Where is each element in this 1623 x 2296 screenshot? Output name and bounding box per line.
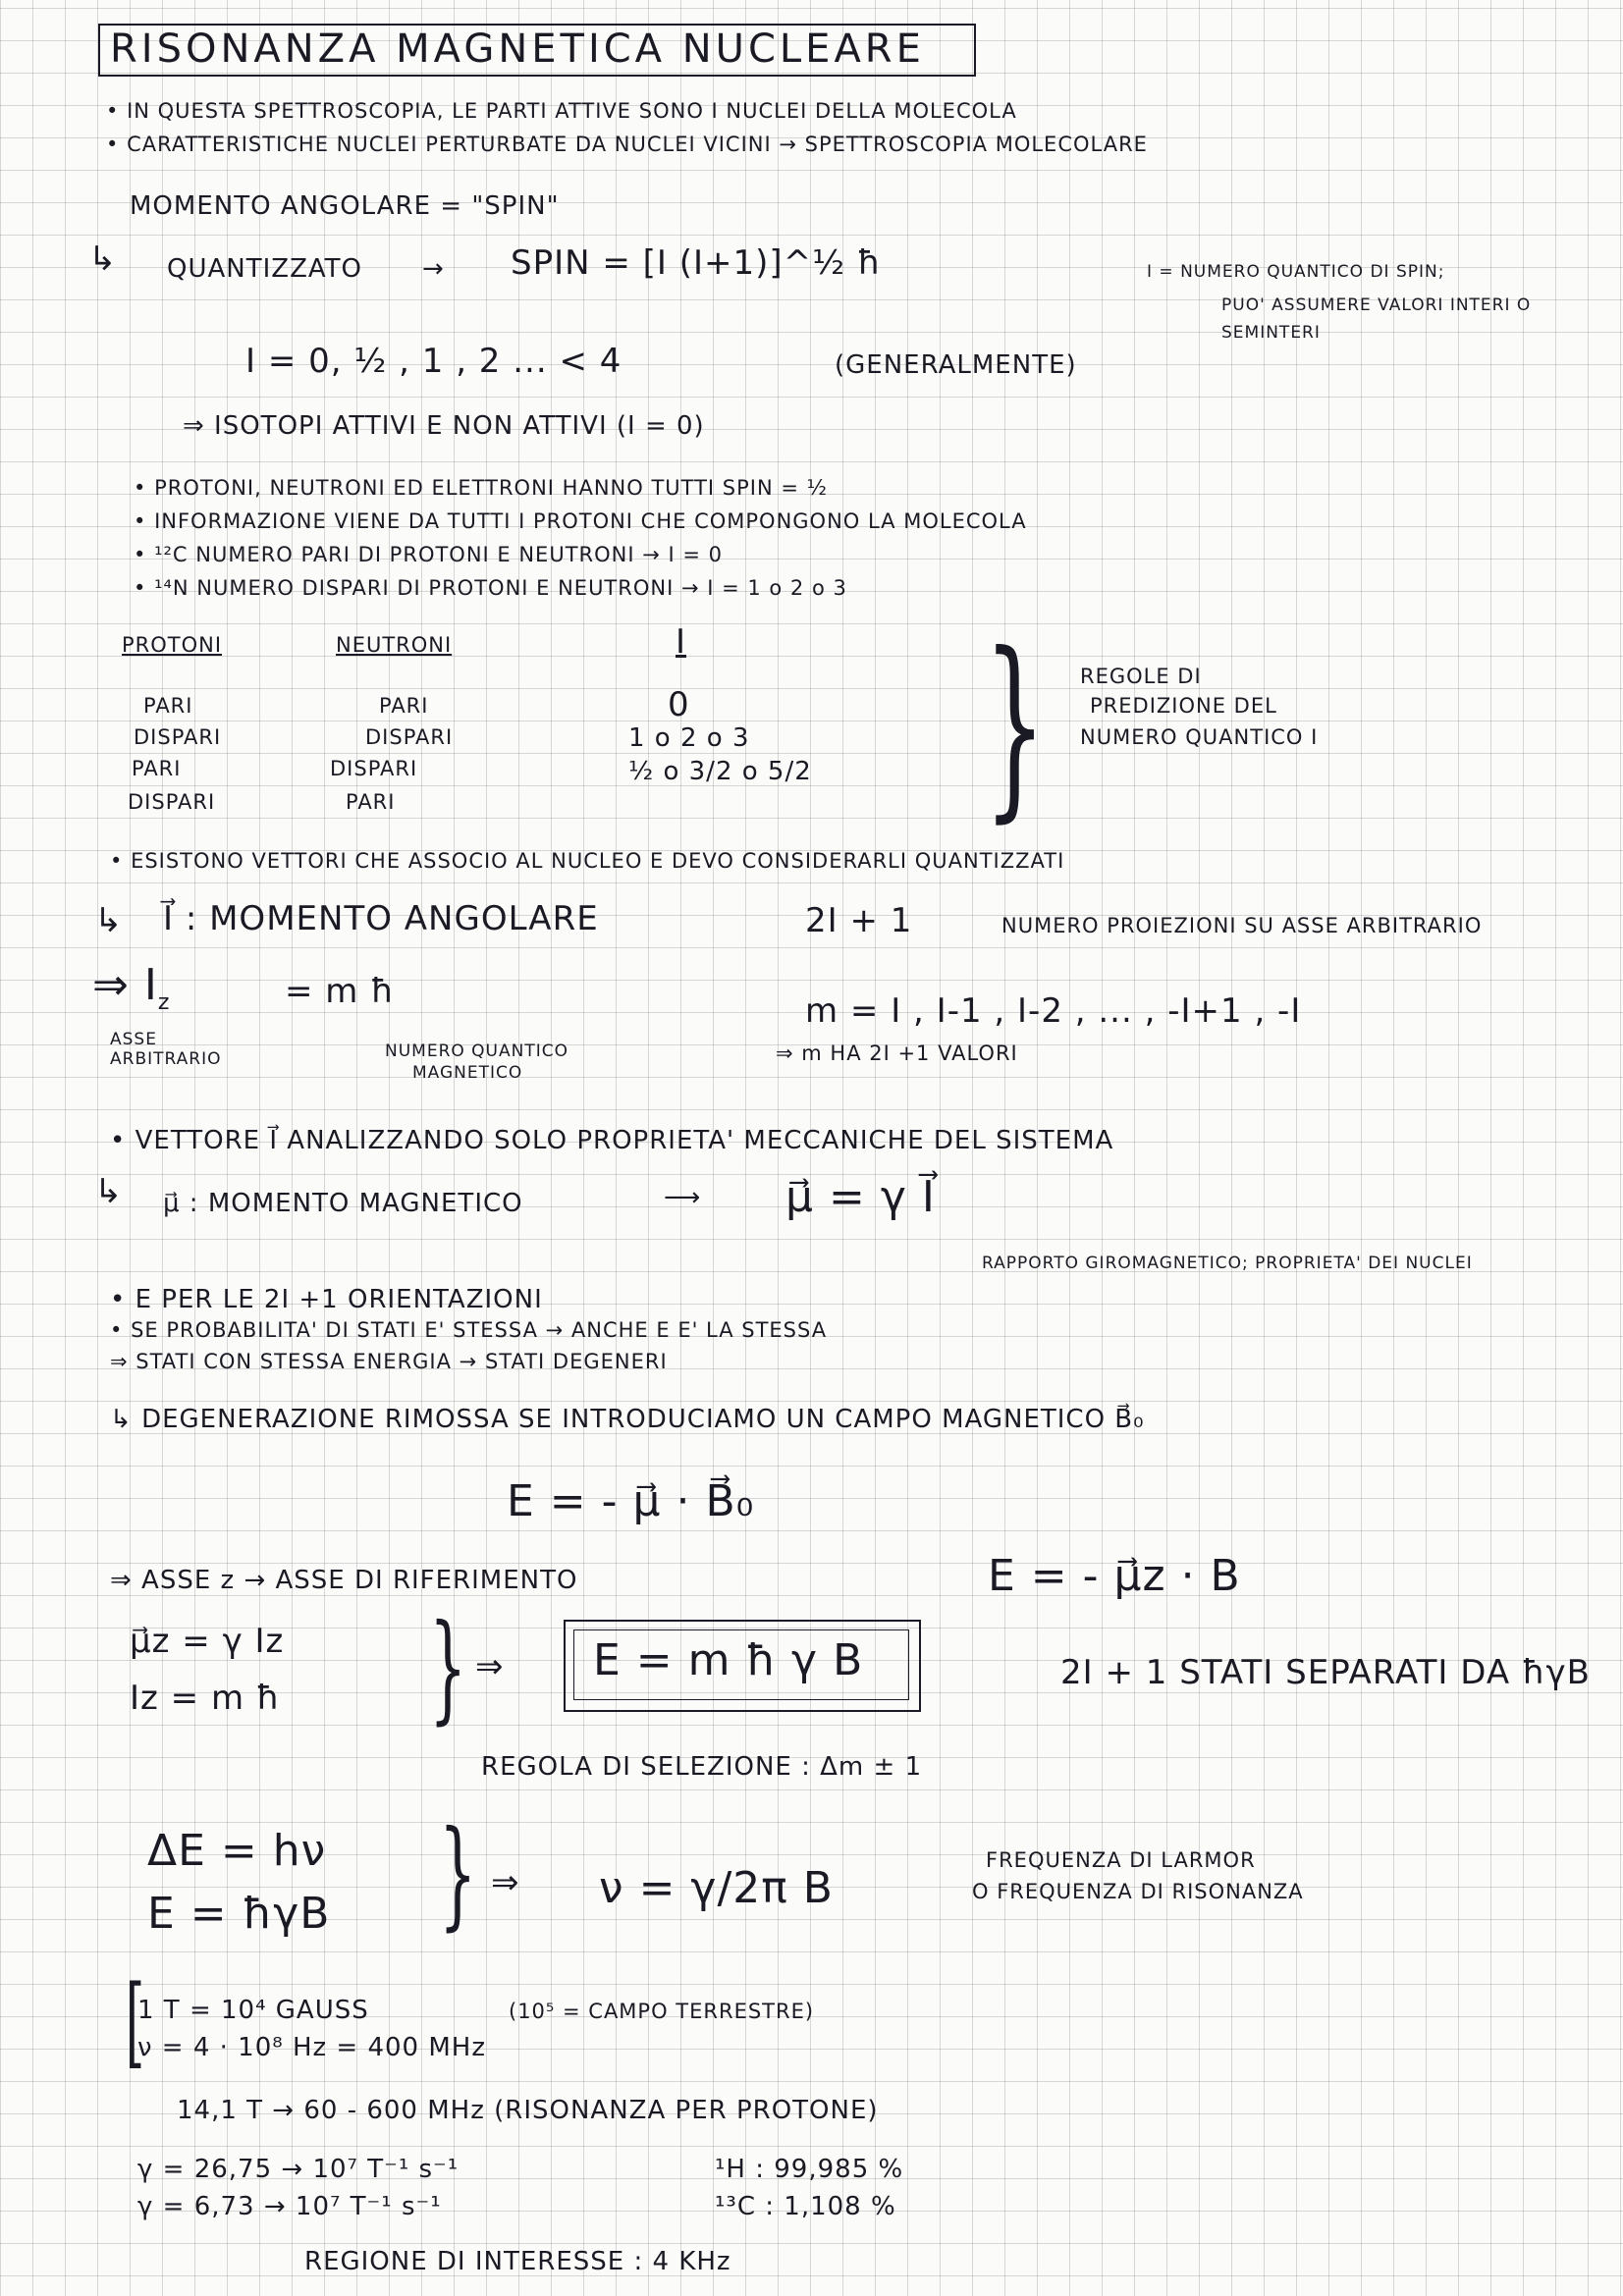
hook-2: ↳: [94, 901, 124, 940]
momento-angolare: MOMENTO ANGOLARE = "SPIN": [130, 191, 560, 221]
stati-separati: 2I + 1 STATI SEPARATI DA ħγB: [1060, 1653, 1591, 1692]
gamma-1: γ = 26,75 → 10⁷ T⁻¹ s⁻¹: [137, 2155, 460, 2184]
rule-line-3: NUMERO QUANTICO I: [1080, 725, 1319, 749]
bracket-units: [: [125, 1964, 145, 2079]
m-count: ⇒ m HA 2I +1 VALORI: [776, 1041, 1018, 1065]
table-row-1-i: 0: [668, 685, 690, 724]
m-values: m = I , I-1 , I-2 , ... , -I+1 , -I: [805, 991, 1302, 1031]
num-quantico-1: NUMERO QUANTICO: [385, 1041, 568, 1061]
line-14-t: 14,1 T → 60 - 600 MHz (RISONANZA PER PROTONE): [177, 2096, 879, 2125]
table-header-protoni: PROTONI: [122, 633, 223, 657]
table-row-3-protoni: PARI: [132, 757, 182, 780]
e-muz-b: E = - μ⃗z · B: [988, 1551, 1241, 1601]
brace-2: }: [429, 1600, 467, 1736]
proj-label: NUMERO PROIEZIONI SU ASSE ARBITRARIO: [1001, 914, 1483, 937]
se-probabilita: • SE PROBABILITA' DI STATI E' STESSA → ANCHE E E' LA STESSA: [110, 1318, 828, 1342]
bullet-c12: • ¹²C NUMERO PARI DI PROTONI E NEUTRONI → I = 0: [134, 543, 723, 566]
mu-eq: μ⃗ = γ I⃗: [785, 1172, 936, 1222]
bullet-n14: • ¹⁴N NUMERO DISPARI DI PROTONI E NEUTRONI → I = 1 o 2 o 3: [134, 576, 847, 600]
table-brace: }: [983, 612, 1047, 840]
vettore-line: • VETTORE I⃗ ANALIZZANDO SOLO PROPRIETA' MECCANICHE DEL SISTEMA: [110, 1126, 1114, 1155]
regola-selezione: REGOLA DI SELEZIONE : Δm ± 1: [481, 1752, 923, 1782]
table-row-4-neutroni: PARI: [346, 790, 396, 814]
i-vector: I⃗ : MOMENTO ANGOLARE: [163, 899, 599, 938]
rule-line-1: REGOLE DI: [1080, 665, 1202, 688]
asse-z: ⇒ ASSE z → ASSE DI RIFERIMENTO: [110, 1566, 578, 1595]
implies: ⇒: [475, 1647, 505, 1686]
delta-e: ΔE = hν: [147, 1826, 327, 1876]
num-quantico-2: MAGNETICO: [412, 1063, 523, 1083]
rule-line-2: PREDIZIONE DEL: [1090, 694, 1277, 718]
boxed-eq: E = m ħ γ B: [593, 1635, 864, 1685]
larmor-freq-1: FREQUENZA DI LARMOR: [986, 1848, 1256, 1872]
bullet-informazione: • INFORMAZIONE VIENE DA TUTTI I PROTONI CHE COMPONGONO LA MOLECOLA: [134, 509, 1027, 533]
arrow: →: [422, 254, 445, 284]
e-mu-b: E = - μ⃗ · B⃗₀: [507, 1476, 755, 1526]
e-hgb: E = ħγB: [147, 1889, 331, 1939]
intro-line-1: • IN QUESTA SPETTROSCOPIA, LE PARTI ATTIVE SONO I NUCLEI DELLA MOLECOLA: [106, 99, 1017, 123]
muz-eq: μ⃗z = γ Iz: [130, 1622, 285, 1661]
isotopi: ⇒ ISOTOPI ATTIVI E NON ATTIVI (I = 0): [183, 411, 705, 441]
proj-count: 2I + 1: [805, 901, 913, 940]
gamma-2: γ = 6,73 → 10⁷ T⁻¹ s⁻¹: [137, 2192, 442, 2221]
nu-value: ν = 4 · 10⁸ Hz = 400 MHz: [137, 2033, 486, 2062]
implies-2: ⇒: [491, 1863, 520, 1902]
spin-note-2: PUO' ASSUMERE VALORI INTERI O: [1221, 295, 1532, 315]
arbitrario-label: ARBITRARIO: [110, 1049, 222, 1069]
tesla-eq: 1 T = 10⁴ GAUSS: [137, 1996, 369, 2025]
table-row-2-protoni: DISPARI: [134, 725, 222, 749]
campo-terrestre: (10⁵ = CAMPO TERRESTRE): [509, 2000, 815, 2023]
spin-values: I = 0, ½ , 1 , 2 ... < 4: [245, 342, 622, 381]
esistono: • ESISTONO VETTORI CHE ASSOCIO AL NUCLEO E DEVO CONSIDERARLI QUANTIZZATI: [110, 849, 1065, 873]
larmor-freq-2: O FREQUENZA DI RISONANZA: [972, 1880, 1304, 1903]
generalmente: (GENERALMENTE): [835, 350, 1077, 380]
table-row-3-neutroni: DISPARI: [330, 757, 418, 780]
table-row-2-neutroni: DISPARI: [365, 725, 454, 749]
table-row-1-neutroni: PARI: [379, 694, 429, 718]
nu-eq: ν = γ/2π B: [599, 1863, 834, 1913]
table-header-neutroni: NEUTRONI: [336, 633, 453, 657]
iz-eq: = m ħ: [285, 972, 395, 1011]
intro-line-2: • CARATTERISTICHE NUCLEI PERTURBATE DA NUCLEI VICINI → SPETTROSCOPIA MOLECOLARE: [106, 133, 1148, 156]
spin-note-1: I = NUMERO QUANTICO DI SPIN;: [1147, 262, 1445, 282]
iz-eq-2: Iz = m ħ: [130, 1679, 281, 1718]
mu-def: μ⃗ : MOMENTO MAGNETICO: [163, 1189, 523, 1218]
spin-formula: SPIN = [I (I+1)]^½ ħ: [511, 243, 882, 283]
table-row-3-i: ½ o 3/2 o 5/2: [628, 757, 812, 786]
iz-arrow: ⇒ $I_z$: [92, 960, 171, 1015]
table-row-2-i: 1 o 2 o 3: [628, 723, 750, 753]
regione-interesse: REGIONE DI INTERESSE : 4 KHz: [304, 2247, 731, 2276]
page-title: RISONANZA MAGNETICA NUCLEARE: [110, 27, 925, 72]
brace-3: }: [439, 1806, 477, 1943]
rapporto: RAPPORTO GIROMAGNETICO; PROPRIETA' DEI NUCLEI: [982, 1254, 1473, 1273]
stati-degeneri: ⇒ STATI CON STESSA ENERGIA → STATI DEGENERI: [110, 1350, 668, 1373]
table-row-4-protoni: DISPARI: [128, 790, 216, 814]
h1-abundance: ¹H : 99,985 %: [715, 2155, 904, 2184]
table-row-1-protoni: PARI: [143, 694, 193, 718]
long-arrow: ⟶: [664, 1183, 702, 1212]
table-header-i: I: [676, 622, 687, 662]
quantizzato: QUANTIZZATO: [167, 254, 363, 284]
spin-note-3: SEMINTERI: [1221, 323, 1321, 343]
bullet-protoni: • PROTONI, NEUTRONI ED ELETTRONI HANNO TUTTI SPIN = ½: [134, 476, 828, 500]
arrow-hook: ↳: [88, 240, 118, 279]
hook-3: ↳: [94, 1172, 124, 1211]
degenerazione: ↳ DEGENERAZIONE RIMOSSA SE INTRODUCIAMO UN CAMPO MAGNETICO B⃗₀: [110, 1405, 1145, 1434]
asse-label: ASSE: [110, 1030, 157, 1049]
c13-abundance: ¹³C : 1,108 %: [715, 2192, 896, 2221]
e-orientazioni: • E PER LE 2I +1 ORIENTAZIONI: [110, 1285, 543, 1314]
